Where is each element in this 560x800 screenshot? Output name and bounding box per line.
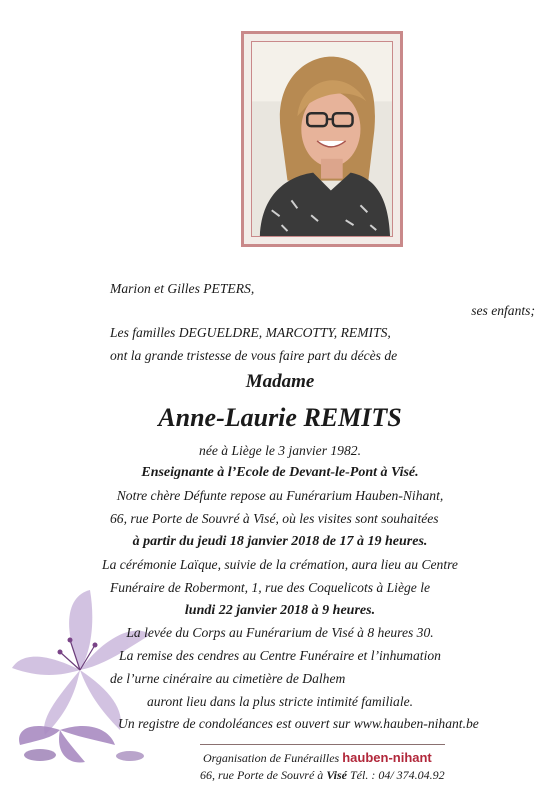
family-line-3: Les familles DEGUELDRE, MARCOTTY, REMITS,	[110, 325, 391, 340]
deceased-title: Madame	[245, 371, 315, 392]
brand-logo-text: hauben-nihant	[342, 750, 432, 765]
details-line-8: La remise des cendres au Centre Funéraire et l’inhumation	[119, 648, 441, 663]
details-line-1: Notre chère Défunte repose au Funérarium Hauben-Nihant,	[116, 488, 444, 503]
details-line-5: Funéraire de Robermont, 1, rue des Coquelicots à Liège le	[110, 580, 431, 595]
visit-time-line: à partir du jeudi 18 janvier 2018 de 17 à 19 heures.	[132, 534, 428, 549]
details-line-2: 66, rue Porte de Souvré à Visé, où les visites sont souhaitées	[110, 511, 439, 526]
footer-divider	[200, 744, 445, 745]
footer-phone: Tél. : 04/ 374.04.92	[349, 768, 445, 782]
family-line-1: Marion et Gilles PETERS,	[110, 281, 255, 296]
deceased-name: Anne-Laurie REMITS	[158, 403, 402, 432]
portrait-photo	[251, 41, 393, 237]
details-line-10: auront lieu dans la plus stricte intimité familiale.	[146, 694, 414, 709]
details-line-7: La levée du Corps au Funérarium de Visé à 8 heures 30.	[126, 625, 434, 640]
profession-line: Enseignante à l’Ecole de Devant-le-Pont à Visé.	[141, 465, 419, 480]
footer-org-label: Organisation de Funérailles	[203, 751, 340, 765]
footer-address-prefix: 66, rue Porte de Souvré à	[200, 768, 324, 782]
details-line-9: de l’urne cinéraire au cimetière de Dalhem	[110, 671, 346, 686]
condolence-register-line: Un registre de condoléances est ouvert sur www.hauben-nihant.be	[118, 716, 479, 731]
family-line-2: ses enfants;	[471, 303, 535, 318]
footer-address-city: Visé	[326, 768, 347, 782]
details-line-4: La cérémonie Laïque, suivie de la crémation, aura lieu au Centre	[102, 557, 458, 572]
family-line-4: ont la grande tristesse de vous faire part du décès de	[110, 348, 398, 363]
ceremony-date-line: lundi 22 janvier 2018 à 9 heures.	[184, 603, 376, 618]
portrait-photo-frame	[241, 31, 403, 247]
birth-line: née à Liège le 3 janvier 1982.	[199, 443, 361, 458]
footer-organisation	[203, 750, 432, 766]
footer-address	[200, 768, 445, 783]
